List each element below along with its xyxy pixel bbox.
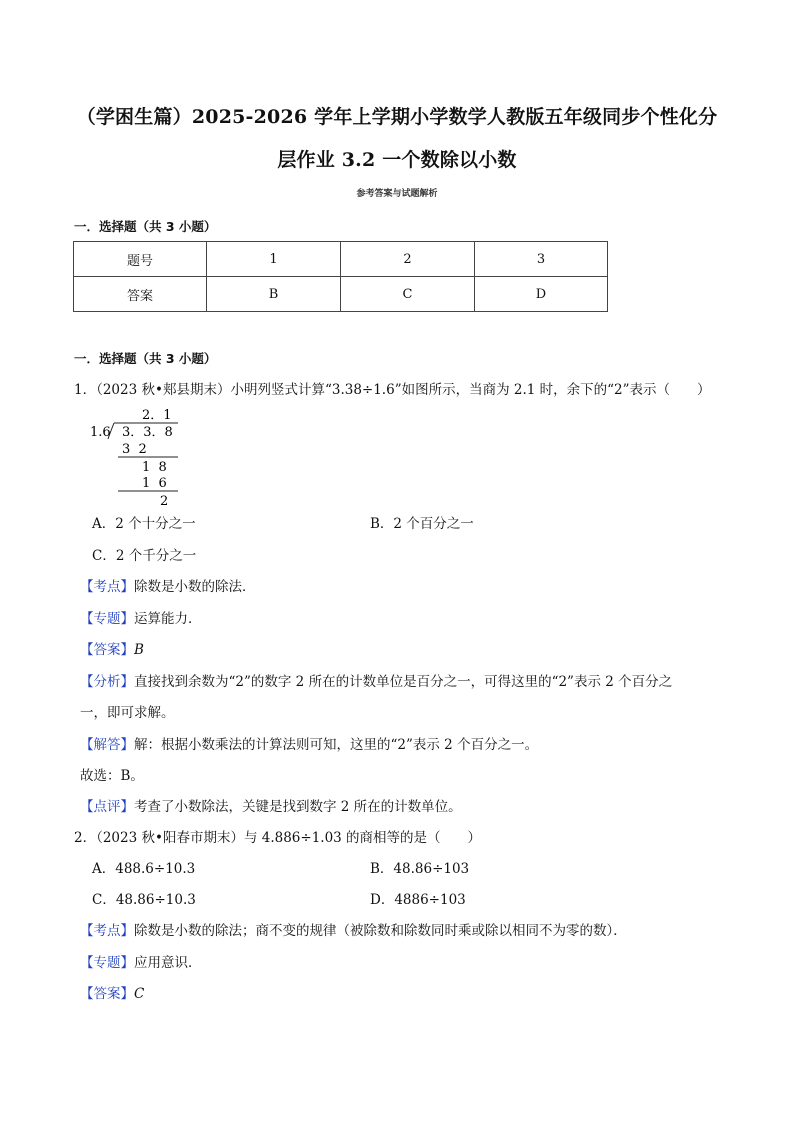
fenxi-text: 直接找到余数为“2”的数字 2 所在的计数单位是百分之一，可得这里的“2”表示 2 个百分之 xyxy=(134,674,673,690)
table-cell: B xyxy=(207,277,341,312)
q2-option-b: B．48.86÷103 xyxy=(370,861,470,877)
q1-fenxi xyxy=(80,672,672,692)
q1-kaodian xyxy=(80,577,256,597)
answer-table xyxy=(73,241,608,312)
q2-daan xyxy=(80,984,144,1004)
q1-jieda xyxy=(80,735,538,755)
daan-tag: 【答案】 xyxy=(80,642,134,658)
question-1-stem: 1．（2023 秋•郏县期末）小明列竖式计算“3.38÷1.6”如图所示，当商为 2.1 时，余下的“2”表示（ ） xyxy=(74,382,711,398)
table-cell: D xyxy=(475,277,608,312)
daan-tag: 【答案】 xyxy=(80,986,134,1002)
table-cell: 1 xyxy=(207,242,341,277)
q2-option-c: C．48.86÷10.3 xyxy=(92,892,196,908)
division-dividend: 3．3．8 xyxy=(122,425,173,440)
dianping-text: 考查了小数除法，关键是找到数字 2 所在的计数单位。 xyxy=(134,799,462,815)
section-heading-answers: 一．选择题（共 3 小题） xyxy=(74,219,217,234)
division-step1: 3 2 xyxy=(122,442,147,457)
table-row xyxy=(74,242,608,277)
table-cell: 2 xyxy=(341,242,475,277)
zhuanti-tag: 【专题】 xyxy=(80,955,134,971)
division-remainder: 2 xyxy=(160,494,169,509)
q1-option-c: C．2 个千分之一 xyxy=(92,548,197,564)
q2-zhuanti xyxy=(80,953,202,973)
q1-option-b: B．2 个百分之一 xyxy=(370,516,474,532)
question-2-stem: 2．（2023 秋•阳春市期末）与 4.886÷1.03 的商相等的是（ ） xyxy=(74,830,482,846)
section-heading-questions: 一．选择题（共 3 小题） xyxy=(74,351,217,366)
jieda-tag: 【解答】 xyxy=(80,737,134,753)
title-line-1: （学困生篇）2025-2026 学年上学期小学数学人教版五年级同步个性化分 xyxy=(76,106,718,128)
q2-kaodian xyxy=(80,921,627,941)
zhuanti-text: 应用意识． xyxy=(134,955,202,971)
q1-jieda-choice: 故选：B。 xyxy=(80,768,144,784)
q1-daan xyxy=(80,640,144,660)
table-row xyxy=(74,277,608,312)
jieda-text: 解：根据小数乘法的计算法则可知，这里的“2”表示 2 个百分之一。 xyxy=(134,737,539,753)
division-quotient: 2．1 xyxy=(142,408,172,423)
table-cell: 3 xyxy=(475,242,608,277)
q1-zhuanti xyxy=(80,609,202,629)
title-line-2: 层作业 3.2 一个数除以小数 xyxy=(277,149,517,171)
division-step3: 1 6 xyxy=(142,476,167,491)
daan-text: B xyxy=(134,642,144,658)
q1-fenxi-cont: 一，即可求解。 xyxy=(80,705,175,721)
kaodian-text: 除数是小数的除法． xyxy=(134,579,256,595)
kaodian-tag: 【考点】 xyxy=(80,923,134,939)
zhuanti-tag: 【专题】 xyxy=(80,611,134,627)
daan-text: C xyxy=(134,986,145,1002)
table-cell: 题号 xyxy=(74,242,207,277)
q2-option-a: A．488.6÷10.3 xyxy=(92,861,196,877)
q2-option-d: D．4886÷103 xyxy=(370,892,466,908)
fenxi-tag: 【分析】 xyxy=(80,674,134,690)
zhuanti-text: 运算能力． xyxy=(134,611,202,627)
division-divisor: 1.6 xyxy=(90,425,111,440)
table-cell: C xyxy=(341,277,475,312)
table-cell: 答案 xyxy=(74,277,207,312)
division-step2: 1 8 xyxy=(142,460,167,475)
long-division-figure xyxy=(88,403,188,509)
q1-dianping xyxy=(80,797,462,817)
kaodian-tag: 【考点】 xyxy=(80,579,134,595)
subtitle: 参考答案与试题解析 xyxy=(356,189,438,199)
dianping-tag: 【点评】 xyxy=(80,799,134,815)
q1-option-a: A．2 个十分之一 xyxy=(92,516,196,532)
kaodian-text: 除数是小数的除法；商不变的规律（被除数和除数同时乘或除以相同不为零的数）． xyxy=(134,923,627,939)
